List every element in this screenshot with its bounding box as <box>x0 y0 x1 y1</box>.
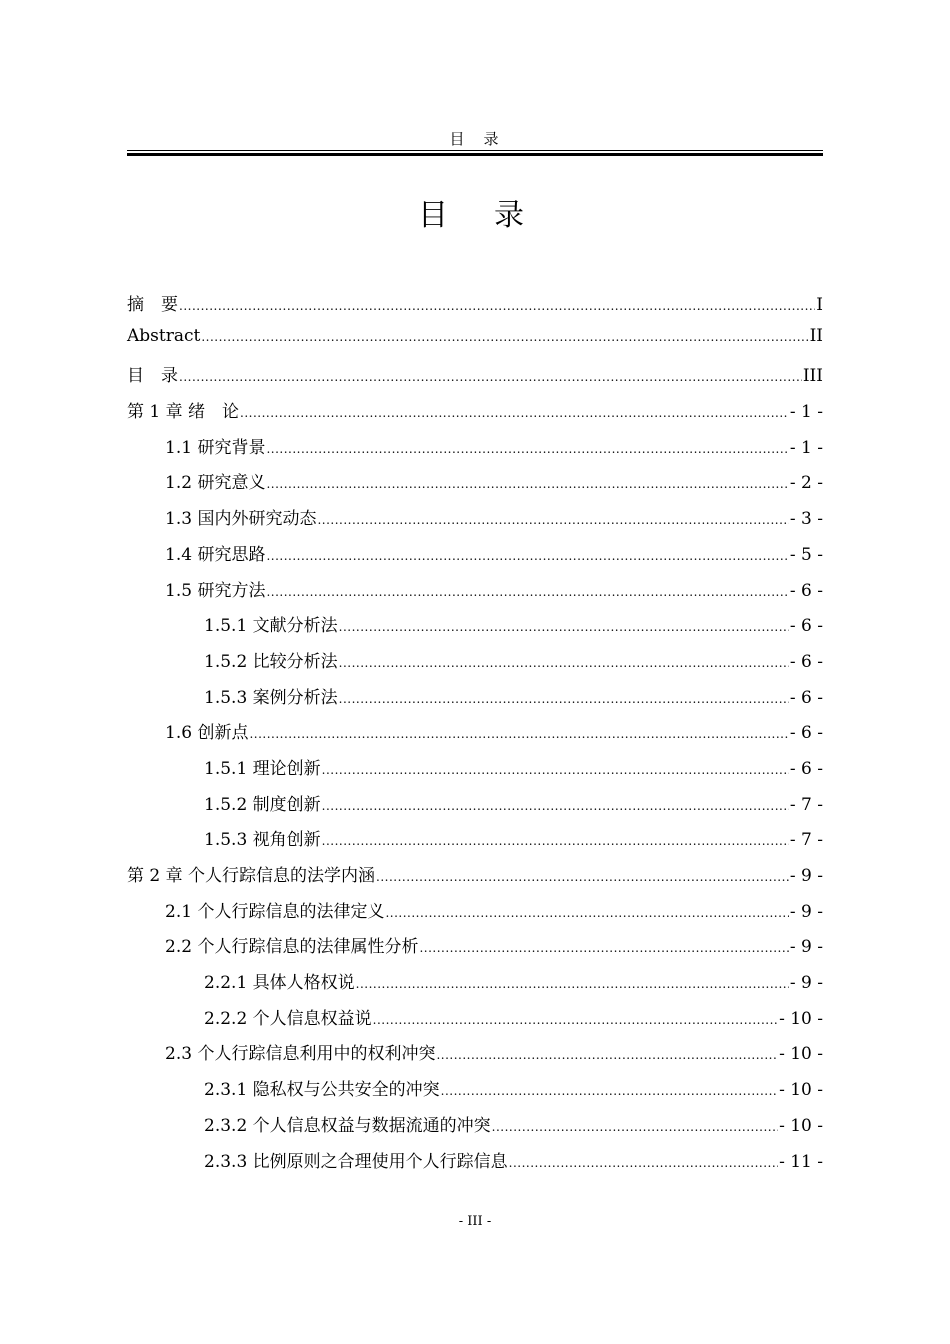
toc-dot-leader <box>322 834 789 848</box>
table-of-contents <box>127 290 823 1182</box>
toc-entry-label: 2.3.2 个人信息权益与数据流通的冲突 <box>204 1115 491 1136</box>
toc-entry-page: - 7 - <box>789 794 823 815</box>
toc-dot-leader <box>266 585 788 599</box>
toc-entry-page: - 1 - <box>789 437 823 458</box>
toc-entry-label: 1.5.3 案例分析法 <box>204 687 338 708</box>
toc-entry[interactable] <box>127 968 823 1004</box>
toc-entry-label: Abstract <box>127 325 201 346</box>
toc-entry[interactable] <box>127 1004 823 1040</box>
toc-entry[interactable] <box>127 326 823 362</box>
toc-dot-leader <box>376 870 789 884</box>
toc-entry[interactable] <box>127 1075 823 1111</box>
toc-entry[interactable] <box>127 932 823 968</box>
toc-entry-label: 1.5.2 比较分析法 <box>204 651 338 672</box>
toc-dot-leader <box>419 941 788 955</box>
toc-entry-page: - 9 - <box>789 866 823 886</box>
toc-entry[interactable] <box>127 897 823 933</box>
toc-entry-page: - 6 - <box>789 651 823 672</box>
toc-entry-page: - 6 - <box>789 616 823 637</box>
toc-entry-label: 1.5.1 理论创新 <box>204 758 321 779</box>
header-double-rule <box>127 150 823 156</box>
toc-entry[interactable] <box>127 576 823 612</box>
toc-entry-page: - 11 - <box>779 1151 823 1172</box>
toc-entry-label: 2.1 个人行踪信息的法律定义 <box>165 901 385 922</box>
toc-entry-label: 1.3 国内外研究动态 <box>165 509 317 530</box>
toc-dot-leader <box>322 799 789 813</box>
page-number: - III - <box>458 1214 492 1229</box>
toc-entry[interactable] <box>127 290 823 326</box>
toc-entry-label: 2.3.3 比例原则之合理使用个人行踪信息 <box>204 1151 508 1172</box>
toc-entry-label: 1.4 研究思路 <box>165 544 266 565</box>
toc-entry[interactable] <box>127 825 823 861</box>
toc-entry-page: - 10 - <box>779 1115 823 1136</box>
toc-entry[interactable] <box>127 1111 823 1147</box>
toc-dot-leader <box>317 513 788 527</box>
toc-entry-label: 第 1 章 绪 论 <box>127 402 240 423</box>
toc-entry-page: - 2 - <box>789 473 823 494</box>
toc-entry-label: 第 2 章 个人行踪信息的法学内涵 <box>127 866 376 886</box>
toc-entry[interactable] <box>127 718 823 754</box>
toc-entry-page: - 7 - <box>789 830 823 851</box>
toc-entry-page: II <box>809 325 823 346</box>
toc-entry-page: - 10 - <box>779 1008 823 1029</box>
toc-dot-leader <box>266 477 788 491</box>
toc-entry[interactable] <box>127 540 823 576</box>
toc-dot-leader <box>436 1048 778 1062</box>
toc-dot-leader <box>249 727 788 741</box>
toc-entry[interactable] <box>127 397 823 433</box>
toc-entry[interactable] <box>127 611 823 647</box>
toc-entry-page: - 9 - <box>789 937 823 958</box>
toc-dot-leader <box>441 1084 778 1098</box>
toc-dot-leader <box>356 977 789 991</box>
toc-dot-leader <box>266 549 788 563</box>
toc-entry-label: 1.1 研究背景 <box>165 437 266 458</box>
toc-entry-label: 2.3.1 隐私权与公共安全的冲突 <box>204 1080 440 1101</box>
toc-entry-label: 摘 要 <box>127 295 178 315</box>
toc-entry-label: 2.3 个人行踪信息利用中的权利冲突 <box>165 1044 436 1065</box>
toc-entry-label: 2.2.1 具体人格权说 <box>204 973 355 994</box>
toc-entry-page: - 1 - <box>789 402 823 423</box>
toc-entry-page: - 6 - <box>789 687 823 708</box>
running-header: 目 录 <box>449 130 501 148</box>
toc-entry-label: 1.5.3 视角创新 <box>204 830 321 851</box>
toc-entry-page: - 9 - <box>789 973 823 994</box>
toc-dot-leader <box>339 656 789 670</box>
toc-dot-leader <box>179 370 802 384</box>
toc-dot-leader <box>201 330 808 344</box>
toc-entry-label: 目 录 <box>127 366 178 387</box>
toc-dot-leader <box>339 692 789 706</box>
toc-dot-leader <box>322 763 789 777</box>
toc-entry-label: 1.6 创新点 <box>165 723 249 744</box>
page-title: 目 录 <box>418 198 532 233</box>
toc-entry-label: 2.2.2 个人信息权益说 <box>204 1008 372 1029</box>
toc-entry[interactable] <box>127 647 823 683</box>
toc-dot-leader <box>266 442 788 456</box>
toc-dot-leader <box>240 406 789 420</box>
toc-dot-leader <box>373 1013 778 1027</box>
toc-dot-leader <box>385 906 788 920</box>
toc-entry[interactable] <box>127 361 823 397</box>
toc-entry[interactable] <box>127 1147 823 1183</box>
toc-entry-page: - 6 - <box>789 723 823 744</box>
toc-entry-page: - 10 - <box>779 1044 823 1065</box>
toc-entry-page: - 5 - <box>789 544 823 565</box>
toc-entry-label: 1.5.2 制度创新 <box>204 794 321 815</box>
toc-dot-leader <box>339 620 789 634</box>
toc-entry-page: - 10 - <box>779 1080 823 1101</box>
toc-entry-page: - 9 - <box>789 901 823 922</box>
toc-entry[interactable] <box>127 1039 823 1075</box>
toc-dot-leader <box>509 1156 778 1170</box>
toc-entry[interactable] <box>127 683 823 719</box>
toc-entry-page: I <box>816 295 823 315</box>
toc-entry-label: 1.2 研究意义 <box>165 473 266 494</box>
toc-entry[interactable] <box>127 468 823 504</box>
toc-entry-page: - 6 - <box>789 580 823 601</box>
toc-dot-leader <box>492 1120 778 1134</box>
toc-entry-label: 1.5.1 文献分析法 <box>204 616 338 637</box>
toc-entry[interactable] <box>127 433 823 469</box>
toc-entry[interactable] <box>127 790 823 826</box>
toc-dot-leader <box>179 299 815 313</box>
toc-entry[interactable] <box>127 754 823 790</box>
toc-entry-page: - 6 - <box>789 758 823 779</box>
toc-entry-page: - 3 - <box>789 509 823 530</box>
toc-entry[interactable] <box>127 861 823 897</box>
toc-entry[interactable] <box>127 504 823 540</box>
toc-entry-label: 1.5 研究方法 <box>165 580 266 601</box>
toc-entry-page: III <box>802 366 823 387</box>
toc-entry-label: 2.2 个人行踪信息的法律属性分析 <box>165 937 419 958</box>
